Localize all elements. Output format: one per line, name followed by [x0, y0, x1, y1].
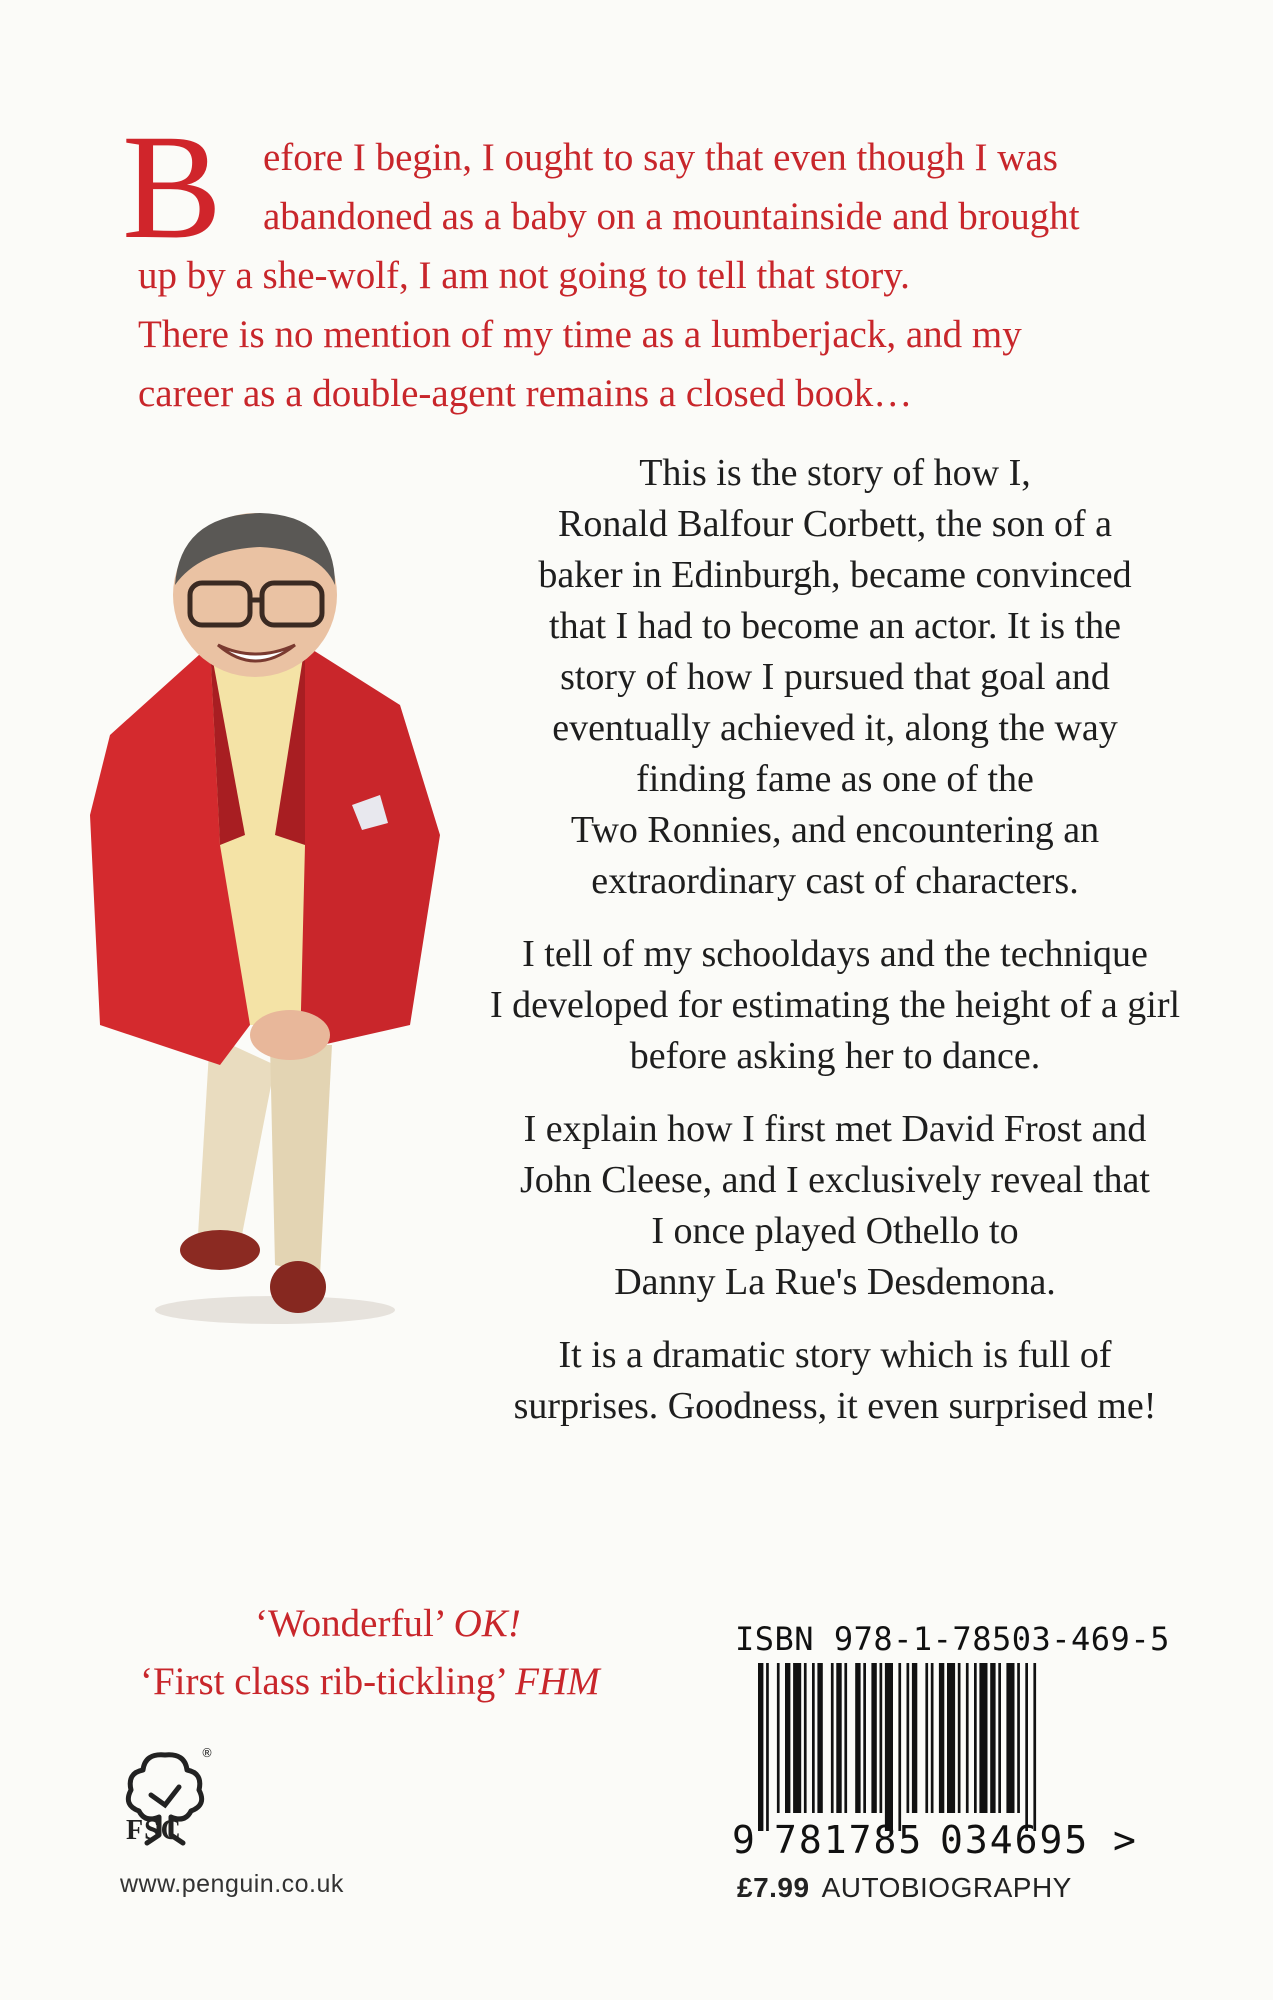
barcode-bar	[1006, 1663, 1014, 1813]
blurb-line: This is the story of how I,	[639, 452, 1031, 494]
barcode-bar	[880, 1663, 883, 1813]
barcode	[728, 1663, 1148, 1863]
barcode-bar	[844, 1663, 847, 1813]
barcode-bar	[898, 1663, 901, 1831]
drop-cap: B	[122, 104, 223, 270]
barcode-bar	[812, 1663, 815, 1813]
author-photo	[70, 505, 470, 1335]
barcode-bar	[979, 1663, 987, 1813]
blurb-line: I developed for estimating the height of a girl	[489, 984, 1181, 1026]
intro-line: career as a double-agent remains a closed book…	[138, 372, 913, 415]
barcode-right-digits: 034695	[940, 1818, 1090, 1862]
blurb-line: before asking her to dance.	[629, 1035, 1041, 1077]
blurb	[455, 448, 1215, 1454]
barcode-bar	[925, 1663, 928, 1813]
blurb-line: baker in Edinburgh, became convinced	[538, 554, 1132, 596]
blurb-paragraph-4	[455, 1330, 1215, 1432]
barcode-bar	[863, 1663, 866, 1813]
blurb-line: I once played Othello to	[651, 1210, 1019, 1252]
blurb-line: I tell of my schooldays and the technique	[522, 933, 1148, 975]
blurb-line: story of how I pursued that goal and	[560, 656, 1110, 698]
barcode-lead-digit: 9	[732, 1818, 755, 1862]
barcode-bar	[931, 1663, 934, 1813]
review-quote	[140, 1595, 700, 1653]
barcode-bar	[758, 1663, 763, 1831]
barcode-bar	[1033, 1663, 1036, 1831]
barcode-bar	[939, 1663, 944, 1813]
barcode-bar	[990, 1663, 995, 1813]
quote-text: ‘Wonderful’	[255, 1602, 444, 1645]
quote-source: OK!	[453, 1602, 521, 1645]
review-quote	[140, 1653, 700, 1711]
barcode-bar	[912, 1663, 917, 1813]
barcode-bar	[817, 1663, 822, 1813]
registered-mark: ®	[201, 1746, 213, 1760]
barcode-bar	[855, 1663, 860, 1813]
blurb-line: Ronald Balfour Corbett, the son of a	[557, 503, 1113, 545]
isbn-text: ISBN 978-1-78503-469-5	[735, 1620, 1170, 1658]
intro-line: up by a she-wolf, I am not going to tell that story.	[138, 254, 910, 297]
barcode-bar	[958, 1663, 961, 1813]
blurb-line: surprises. Goodness, it even surprised me!	[513, 1385, 1157, 1427]
barcode-bar	[766, 1663, 769, 1831]
intro-paragraph	[138, 128, 1138, 423]
blurb-paragraph-3	[455, 1104, 1215, 1308]
barcode-bar	[1025, 1663, 1028, 1831]
barcode-bar	[966, 1663, 969, 1813]
fsc-label: FSC	[126, 1815, 182, 1846]
category: AUTOBIOGRAPHY	[821, 1872, 1072, 1903]
blurb-paragraph-1	[455, 448, 1215, 907]
barcode-left-digits: 781785	[774, 1818, 924, 1862]
intro-line: abandoned as a baby on a mountainside and brought	[263, 195, 1080, 238]
blurb-line: I explain how I first met David Frost and	[523, 1108, 1147, 1150]
price-category	[737, 1872, 1072, 1904]
quote-text: ‘First class rib-tickling’	[140, 1660, 506, 1703]
barcode-bar	[871, 1663, 876, 1813]
publisher-website: www.penguin.co.uk	[120, 1870, 344, 1898]
intro-line: efore I begin, I ought to say that even though I was	[263, 136, 1058, 179]
blurb-line: eventually achieved it, along the way	[552, 707, 1118, 749]
blurb-line: It is a dramatic story which is full of	[558, 1334, 1112, 1376]
barcode-bar	[907, 1663, 910, 1813]
blurb-line: Two Ronnies, and encountering an	[570, 809, 1100, 851]
barcode-bar	[777, 1663, 780, 1813]
blurb-line: Danny La Rue's Desdemona.	[614, 1261, 1056, 1303]
barcode-bar	[804, 1663, 807, 1813]
quote-source: FHM	[515, 1660, 600, 1703]
blurb-line: John Cleese, and I exclusively reveal that	[520, 1159, 1150, 1201]
barcode-bar	[885, 1663, 893, 1831]
barcode-bar	[974, 1663, 977, 1813]
barcode-bar	[793, 1663, 801, 1813]
blurb-line: extraordinary cast of characters.	[591, 860, 1079, 902]
blurb-line: finding fame as one of the	[636, 758, 1034, 800]
blurb-line: that I had to become an actor. It is the	[549, 605, 1121, 647]
review-quotes	[140, 1595, 700, 1711]
barcode-bar	[785, 1663, 790, 1813]
price: £7.99	[737, 1872, 810, 1903]
barcode-bar	[998, 1663, 1001, 1813]
barcode-bar	[947, 1663, 955, 1813]
barcode-arrow: >	[1113, 1818, 1136, 1862]
barcode-bar	[836, 1663, 841, 1813]
barcode-bar	[831, 1663, 834, 1813]
barcode-bar	[1017, 1663, 1020, 1813]
blurb-paragraph-2	[455, 929, 1215, 1082]
intro-line: There is no mention of my time as a lumberjack, and my	[138, 313, 1022, 356]
